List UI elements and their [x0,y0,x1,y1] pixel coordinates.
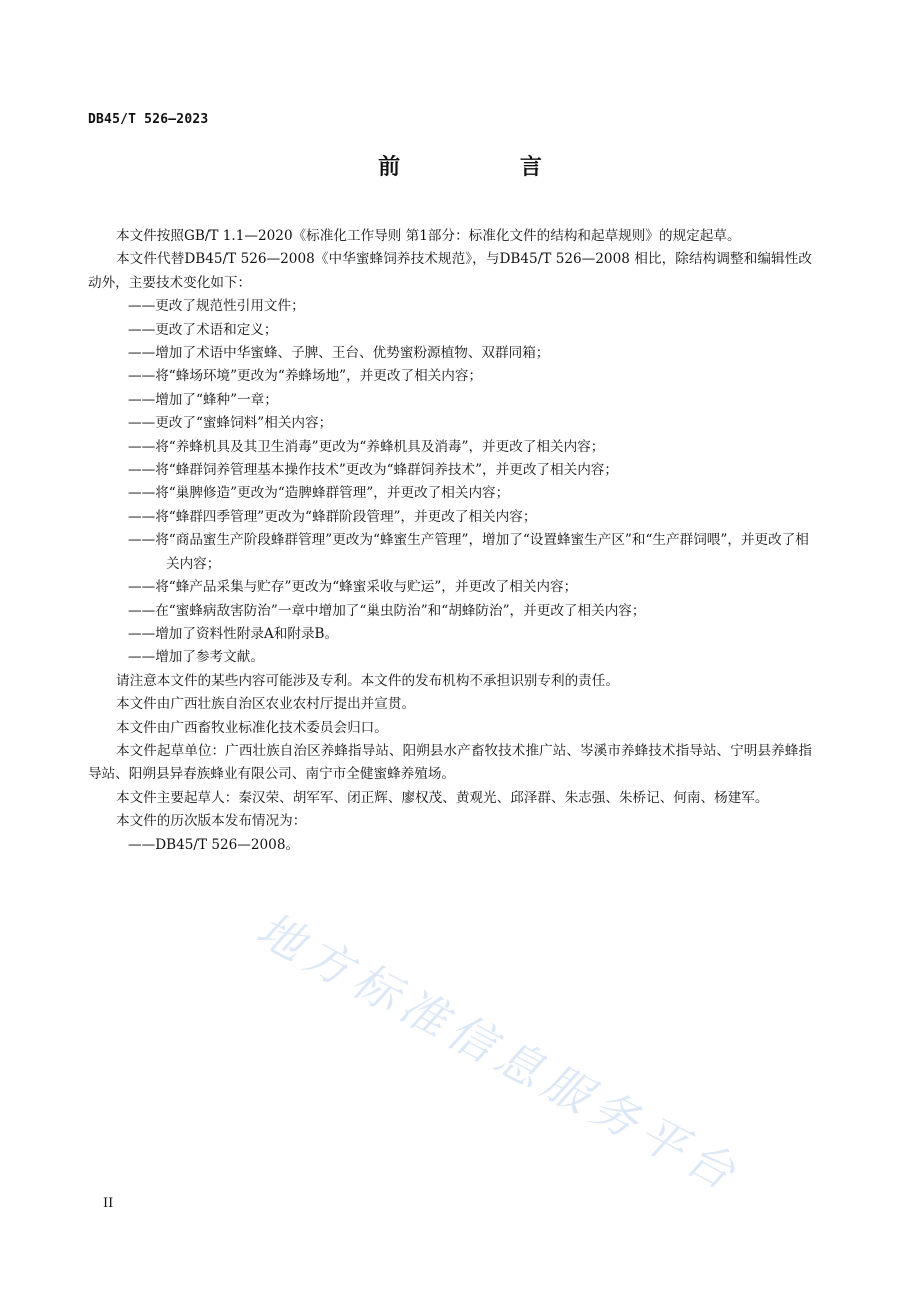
list-item: ——DB45/T 526—2008。 [128,836,300,853]
list-item: ——增加了“蜂种”一章； [128,391,278,408]
version-history-heading: 本文件的历次版本发布情况为： [116,813,307,830]
list-item: ——在“蜜蜂病敌害防治”一章中增加了“巢虫防治”和“胡蜂防治”，并更改了相关内容； [128,602,646,619]
list-item: ——将“蜂产品采集与贮存”更改为“蜂蜜采收与贮运”，并更改了相关内容； [128,579,578,596]
drafting-units: 本文件起草单位：广西壮族自治区养蜂指导站、阳朔县水产畜牧技术推广站、岑溪市养蜂技术指导站、宁明县养蜂指导站、阳朔县异春族蜂业有限公司、南宁市全健蜜蜂养殖场。 [88,742,812,783]
technical-changes-list [88,295,812,670]
version-history-list [88,834,812,857]
document-code: DB45/T 526—2023 [88,112,209,127]
list-item: ——更改了术语和定义； [128,321,278,338]
list-item: ——将“蜂群饲养管理基本操作技术”更改为“蜂群饲养技术”，并更改了相关内容； [128,462,618,479]
list-item: ——将“蜂场环境”更改为“养蜂场地”，并更改了相关内容； [128,368,483,385]
committee-statement: 本文件由广西畜牧业标准化技术委员会归口。 [116,719,388,736]
patent-notice: 请注意本文件的某些内容可能涉及专利。本文件的发布机构不承担识别专利的责任。 [116,672,619,689]
list-item: ——将“商品蜜生产阶段蜂群管理”更改为“蜂蜜生产管理”，增加了“设置蜂蜜生产区”和“生产群饲喂”，并更改了相关内容； [128,532,809,572]
list-item: ——更改了“蜜蜂饲料”相关内容； [128,415,333,432]
list-item: ——将“蜂群四季管理”更改为“蜂群阶段管理”，并更改了相关内容； [128,508,537,525]
page-title: 前 言 [378,155,598,180]
intro-paragraph-drafting: 本文件按照GB/T 1.1—2020《标准化工作导则 第1部分：标准化文件的结构和起草规则》的规定起草。 [116,228,741,244]
list-item: ——将“巢脾修造”更改为“造脾蜂群管理”，并更改了相关内容； [128,485,510,502]
foreword-body [88,225,812,857]
list-item: ——增加了术语中华蜜蜂、子脾、王台、优势蜜粉源植物、双群同箱； [128,345,550,362]
main-drafters: 本文件主要起草人：秦汉荣、胡军军、闭正辉、廖权茂、黄观光、邱泽群、朱志强、朱桥记、何南、杨建军。 [116,789,769,806]
intro-paragraph-replacement: 本文件代替DB45/T 526—2008《中华蜜蜂饲养技术规范》，与DB45/T 526—2008 相比，除结构调整和编辑性改动外，主要技术变化如下： [88,251,812,291]
list-item: ——增加了参考文献。 [128,649,264,666]
proposer-statement: 本文件由广西壮族自治区农业农村厅提出并宣贯。 [116,696,416,713]
page-number: II [103,1196,114,1211]
list-item: ——增加了资料性附录A和附录B。 [128,625,339,642]
list-item: ——将“养蜂机具及其卫生消毒”更改为“养蜂机具及消毒”，并更改了相关内容； [128,438,605,455]
watermark-text: 地方标准信息服务平台 [247,901,751,1204]
list-item: ——更改了规范性引用文件； [128,298,305,315]
